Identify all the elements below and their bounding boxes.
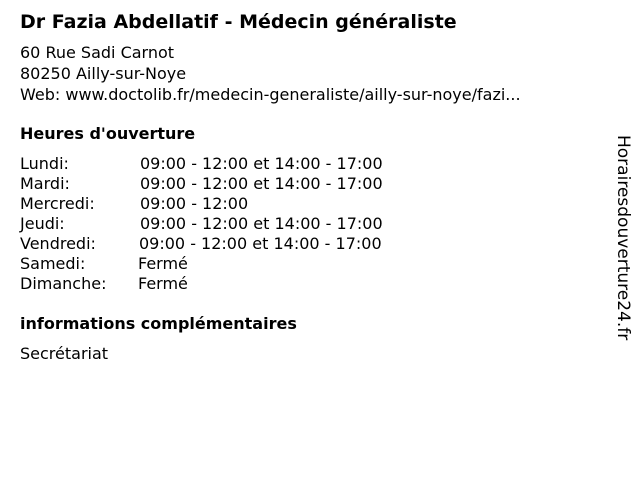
time-value: Fermé	[138, 274, 188, 293]
watermark-text: Horairesdouverture24.fr	[613, 135, 633, 341]
page-title: Dr Fazia Abdellatif - Médecin généraliste	[20, 11, 457, 33]
time-value: 09:00 - 12:00 et 14:00 - 17:00	[140, 154, 383, 173]
time-value: 09:00 - 12:00 et 14:00 - 17:00	[139, 234, 382, 253]
time-value: 09:00 - 12:00	[140, 194, 249, 213]
time-value: Fermé	[138, 254, 188, 273]
opening-hours-heading: Heures d'ouverture	[20, 124, 196, 143]
website-line: Web: www.doctolib.fr/medecin-generaliste/ailly-sur-noye/fazi...	[20, 85, 521, 104]
hours-row-sunday	[20, 274, 600, 294]
day-label: Dimanche:	[20, 274, 107, 293]
hours-row-wednesday	[20, 194, 600, 214]
hours-row-monday	[20, 154, 600, 174]
hours-row-friday	[20, 234, 600, 254]
additional-info-heading: informations complémentaires	[20, 314, 297, 333]
hours-row-tuesday	[20, 174, 600, 194]
day-label: Mercredi:	[20, 194, 95, 213]
day-label: Jeudi:	[20, 214, 65, 233]
time-value: 09:00 - 12:00 et 14:00 - 17:00	[140, 174, 383, 193]
day-label: Lundi:	[20, 154, 69, 173]
hours-row-saturday	[20, 254, 600, 274]
additional-info-text: Secrétariat	[20, 344, 109, 363]
address-street: 60 Rue Sadi Carnot	[20, 43, 175, 62]
time-value: 09:00 - 12:00 et 14:00 - 17:00	[140, 214, 383, 233]
day-label: Samedi:	[20, 254, 86, 273]
hours-row-thursday	[20, 214, 600, 234]
day-label: Mardi:	[20, 174, 70, 193]
address-city: 80250 Ailly-sur-Noye	[20, 64, 187, 83]
day-label: Vendredi:	[20, 234, 96, 253]
site-watermark	[610, 135, 634, 345]
